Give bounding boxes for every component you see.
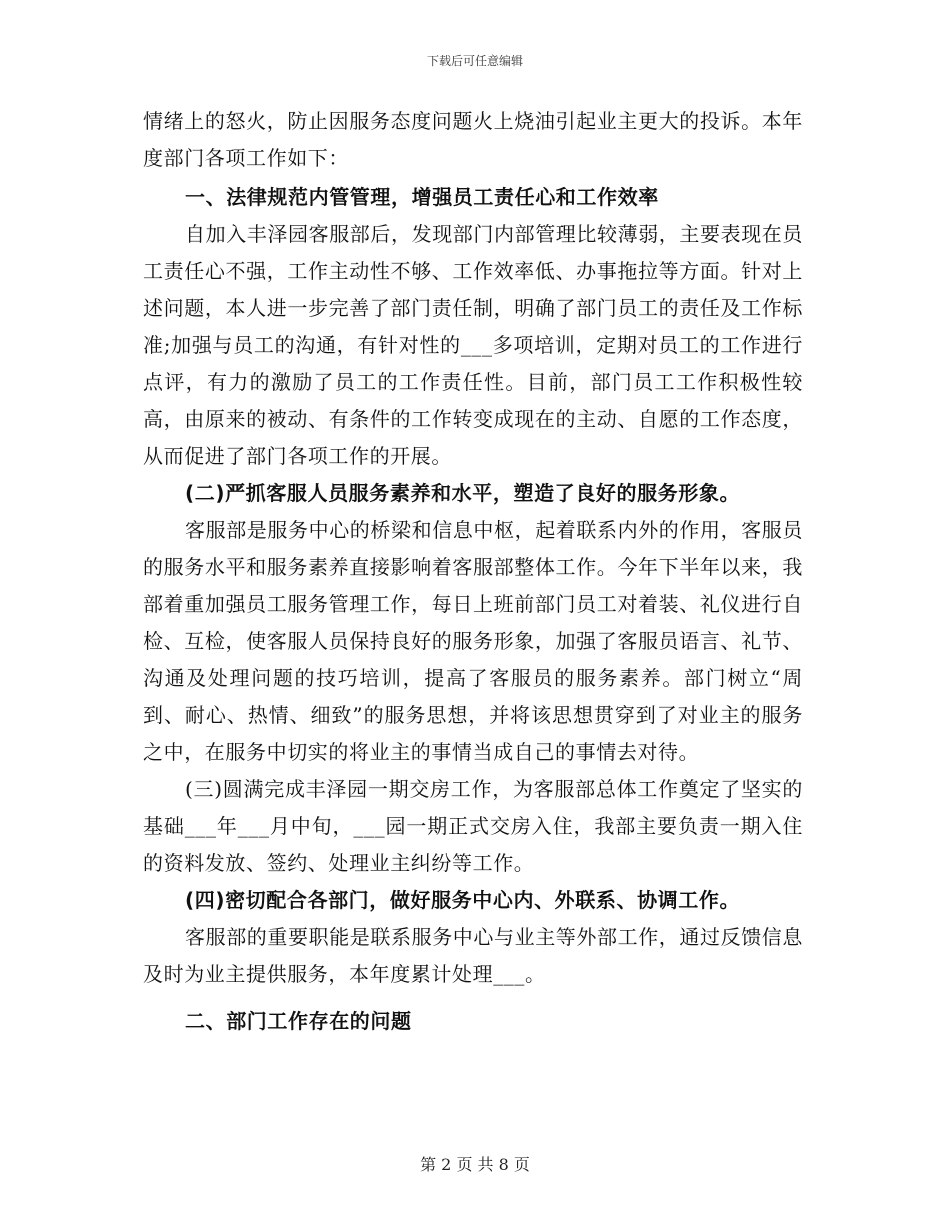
page-header-note: 下载后可任意编辑 <box>426 54 523 68</box>
section-heading-4: (四)密切配合各部门，做好服务中心内、外联系、协调工作。 <box>185 888 741 912</box>
paragraph-3: (三)圆满完成丰泽园一期交房工作，为客服部总体工作奠定了坚实的基础___年___月中旬，___园一期正式交房入住，我部主要负责一期入住的资料发放、签约、处理业主纠纷等工作。 <box>143 777 803 875</box>
section-heading-2: (二)严抓客服人员服务素养和水平，塑造了良好的服务形象。 <box>185 481 741 505</box>
paragraph-4: 客服部的重要职能是联系服务中心与业主等外部工作，通过反馈信息及时为业主提供服务，本年度累计处理___。 <box>143 925 803 986</box>
document-body <box>143 103 803 1040</box>
paragraph-intro-continued: 情绪上的怒火，防止因服务态度问题火上烧油引起业主更大的投诉。本年度部门各项工作如下： <box>143 109 803 170</box>
paragraph-1: 自加入丰泽园客服部后，发现部门内部管理比较薄弱，主要表现在员工责任心不强，工作主动性不够、工作效率低、办事拖拉等方面。针对上述问题，本人进一步完善了部门责任制，明确了部门员工的责任及工作标准;加强与员工的沟通，有针对性的___多项培训，定期对员工的工作进行点评，有力的激励了员工的工作责任性。目前，部门员工工作积极性较高，由原来的被动、有条件的工作转变成现在的主动、自愿的工作态度，从而促进了部门各项工作的开展。 <box>143 222 803 468</box>
section-heading-5: 二、部门工作存在的问题 <box>185 1009 412 1033</box>
page-number-footer: 第 2 页 共 8 页 <box>420 1155 530 1174</box>
section-heading-1: 一、法律规范内管管理，增强员工责任心和工作效率 <box>185 185 659 209</box>
paragraph-2: 客服部是服务中心的桥梁和信息中枢，起着联系内外的作用，客服员的服务水平和服务素养直接影响着客服部整体工作。今年下半年以来，我部着重加强员工服务管理工作，每日上班前部门员工对着装、礼仪进行自检、互检，使客服人员保持良好的服务形象，加强了客服员语言、礼节、沟通及处理问题的技巧培训，提高了客服员的服务素养。部门树立“周到、耐心、热情、细致”的服务思想，并将该思想贯穿到了对业主的服务之中，在服务中切实的将业主的事情当成自己的事情去对待。 <box>143 518 803 764</box>
